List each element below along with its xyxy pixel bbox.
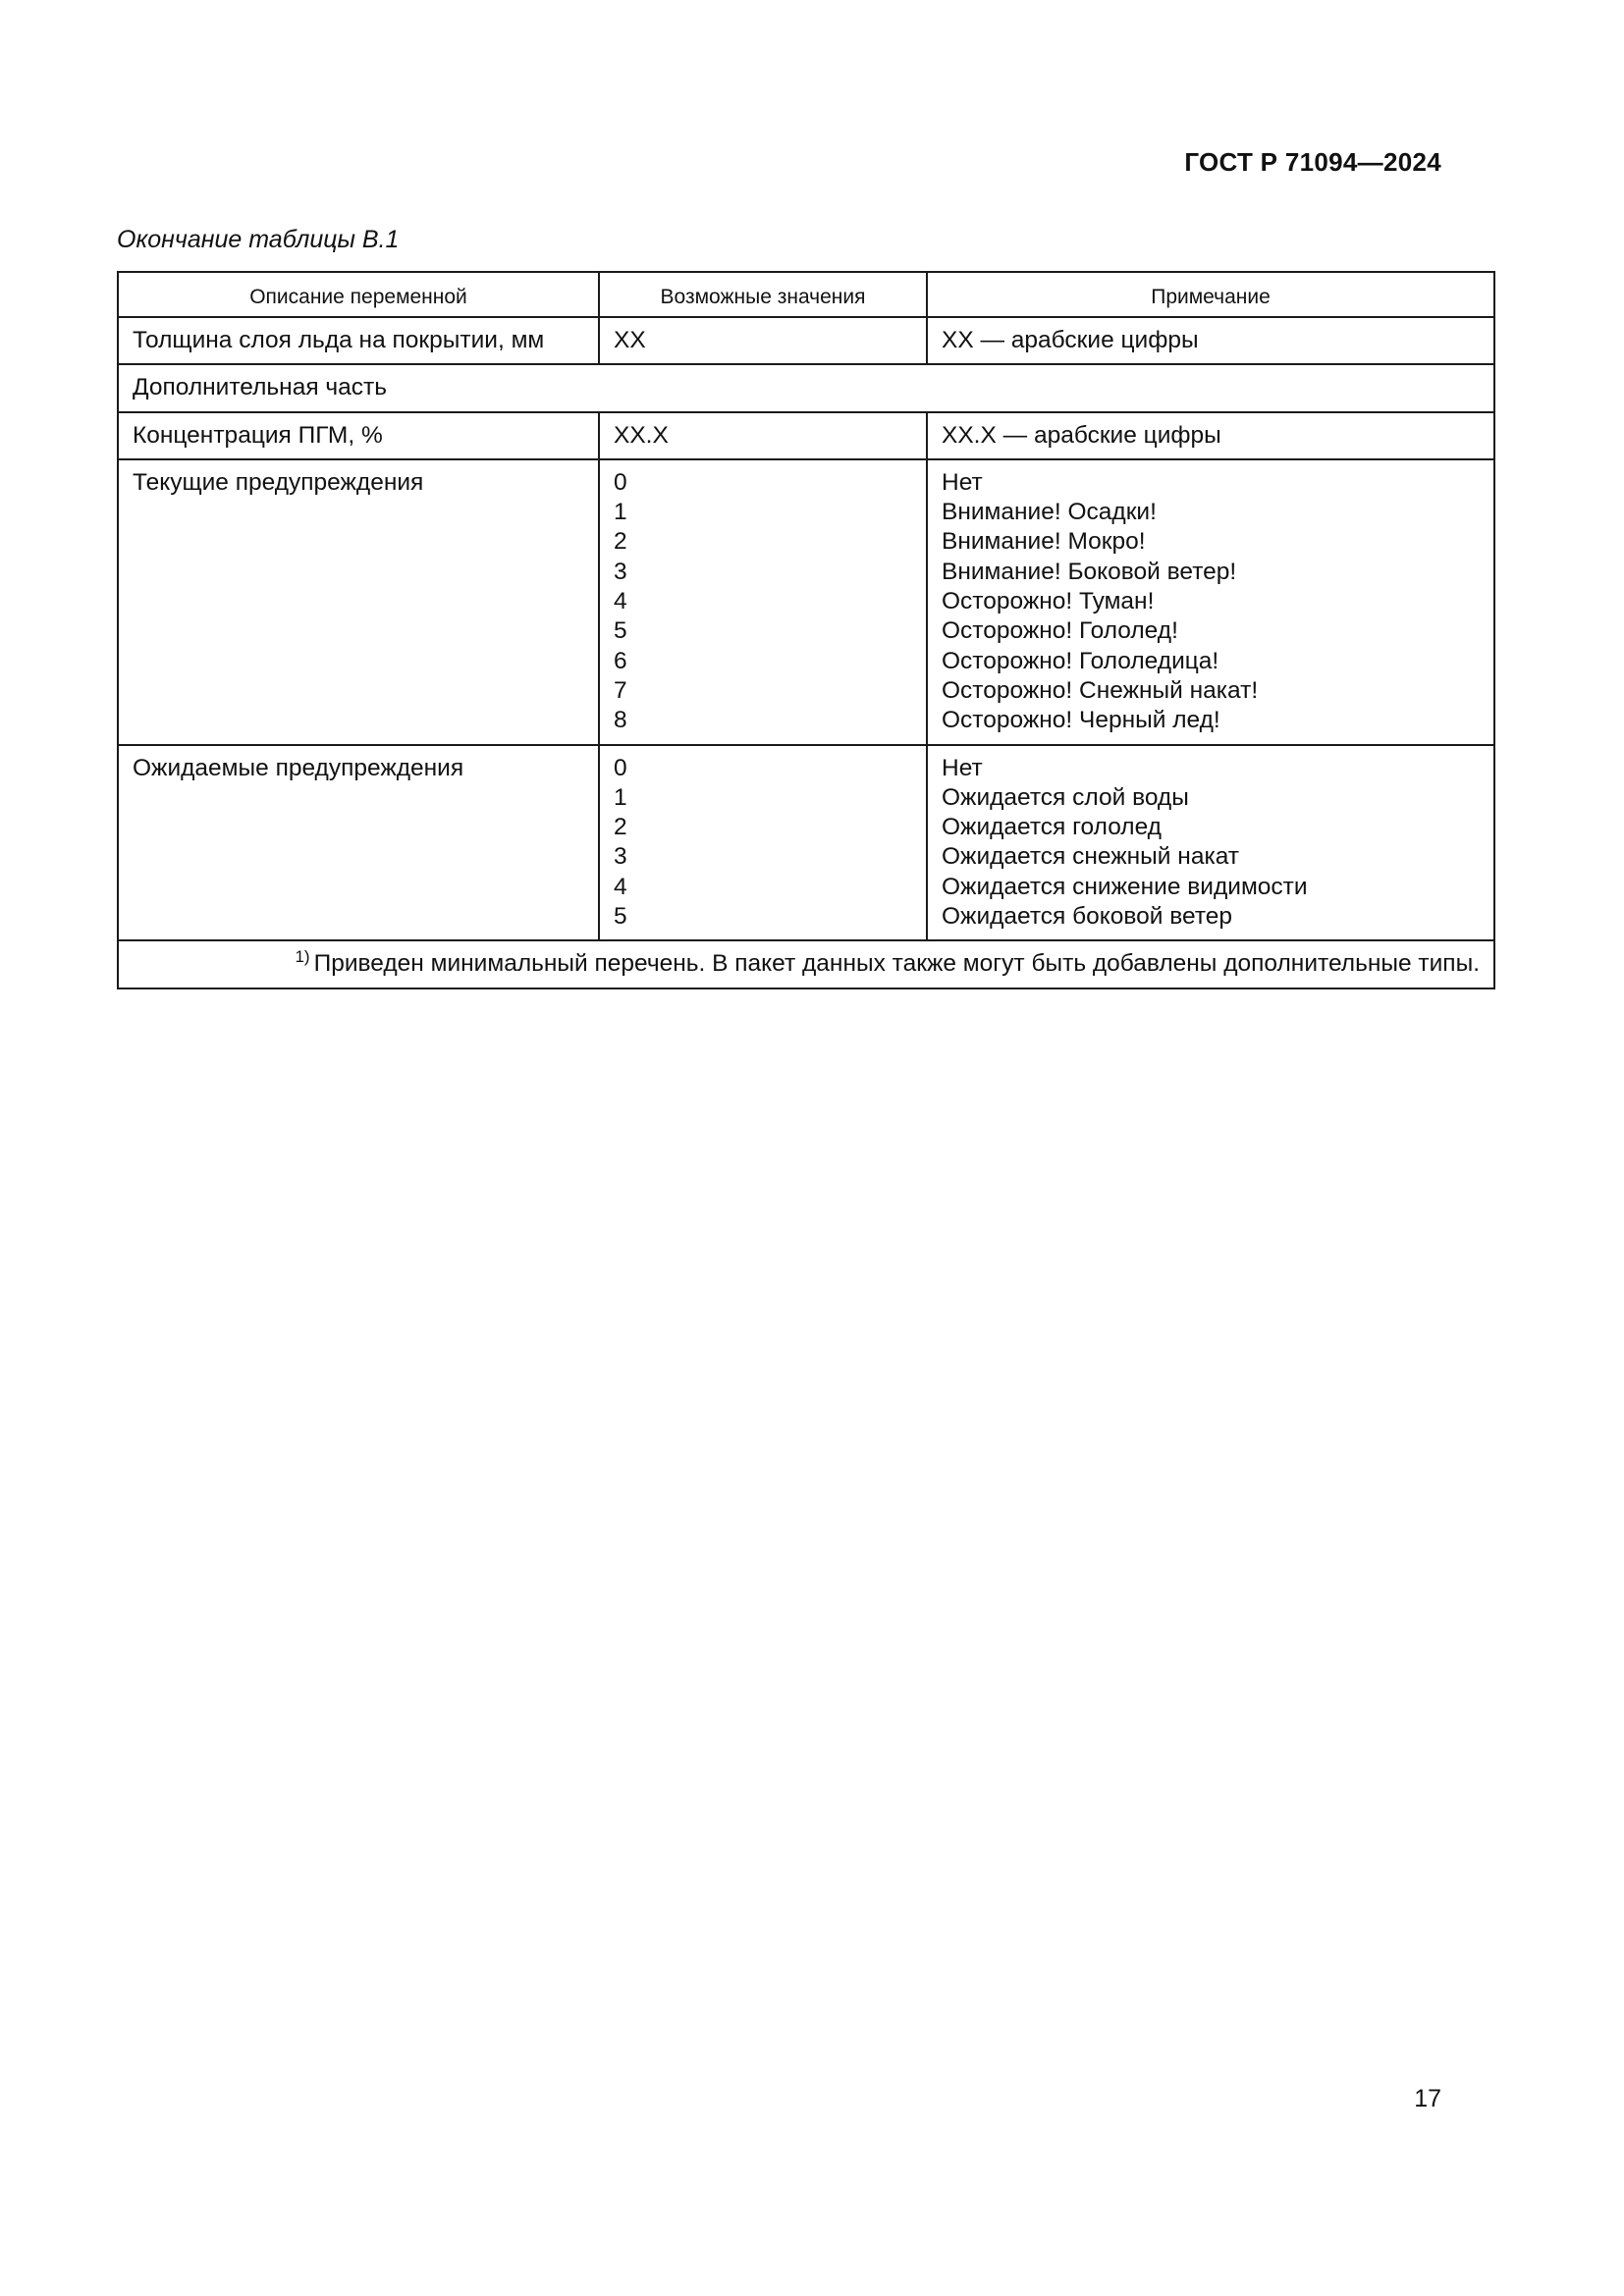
note-item: Ожидается снежный накат [942, 843, 1240, 871]
table-row [118, 459, 1494, 745]
value-item: 8 [614, 707, 627, 734]
table-caption: Окончание таблицы В.1 [117, 226, 400, 253]
table-header-row [118, 272, 1494, 317]
note-item: Нет [942, 468, 983, 496]
note-item: Внимание! Осадки! [942, 499, 1157, 526]
note-item: Осторожно! Гололед! [942, 617, 1178, 645]
value-item: 5 [614, 617, 627, 645]
note-item: Осторожно! Снежный накат! [942, 676, 1259, 704]
note-item: Ожидается слой воды [942, 783, 1189, 811]
page-number: 17 [1414, 2085, 1441, 2112]
note-item: Внимание! Боковой ветер! [942, 558, 1237, 585]
row-values-list [599, 745, 927, 941]
footnote-marker: 1) [295, 947, 310, 967]
note-item: Ожидается снижение видимости [942, 873, 1308, 900]
column-header-description: Описание переменной [118, 272, 599, 317]
table-row [118, 317, 1494, 364]
variables-table [117, 271, 1495, 989]
table-row [118, 745, 1494, 941]
row-values: XX [599, 317, 927, 364]
value-item: 3 [614, 843, 627, 871]
value-item: 4 [614, 588, 627, 615]
value-item: 2 [614, 814, 627, 841]
note-item: Осторожно! Черный лед! [942, 707, 1220, 734]
value-item: 0 [614, 754, 627, 781]
column-header-values: Возможные значения [599, 272, 927, 317]
value-item: 2 [614, 528, 627, 556]
row-notes-list [927, 459, 1494, 745]
row-description: Концентрация ПГМ, % [118, 412, 599, 459]
note-item: Осторожно! Туман! [942, 588, 1155, 615]
row-values-list [599, 459, 927, 745]
value-item: 1 [614, 783, 627, 811]
section-row [118, 364, 1494, 411]
section-title: Дополнительная часть [118, 364, 1494, 411]
value-item: 4 [614, 873, 627, 900]
row-description: Толщина слоя льда на покрытии, мм [118, 317, 599, 364]
value-item: 7 [614, 676, 627, 704]
table-row [118, 412, 1494, 459]
value-item: 5 [614, 903, 627, 931]
row-description: Ожидаемые предупреждения [118, 745, 599, 941]
row-values: XX.X [599, 412, 927, 459]
note-item: Нет [942, 754, 983, 781]
column-header-notes: Примечание [927, 272, 1494, 317]
row-notes: XX — арабские цифры [927, 317, 1494, 364]
row-notes: XX.X — арабские цифры [927, 412, 1494, 459]
value-item: 1 [614, 499, 627, 526]
document-code: ГОСТ Р 71094—2024 [1184, 147, 1441, 177]
note-item: Внимание! Мокро! [942, 528, 1146, 556]
note-item: Ожидается боковой ветер [942, 903, 1233, 931]
note-item: Ожидается гололед [942, 814, 1162, 841]
value-item: 0 [614, 468, 627, 496]
table-footnote [118, 940, 1494, 988]
row-description: Текущие предупреждения [118, 459, 599, 745]
note-item: Осторожно! Гололедица! [942, 647, 1219, 674]
value-item: 6 [614, 647, 627, 674]
row-notes-list [927, 745, 1494, 941]
value-item: 3 [614, 558, 627, 585]
footnote-row [118, 940, 1494, 988]
footnote-text: Приведен минимальный перечень. В пакет данных также могут быть добавлены дополнительные типы. [313, 950, 1480, 978]
